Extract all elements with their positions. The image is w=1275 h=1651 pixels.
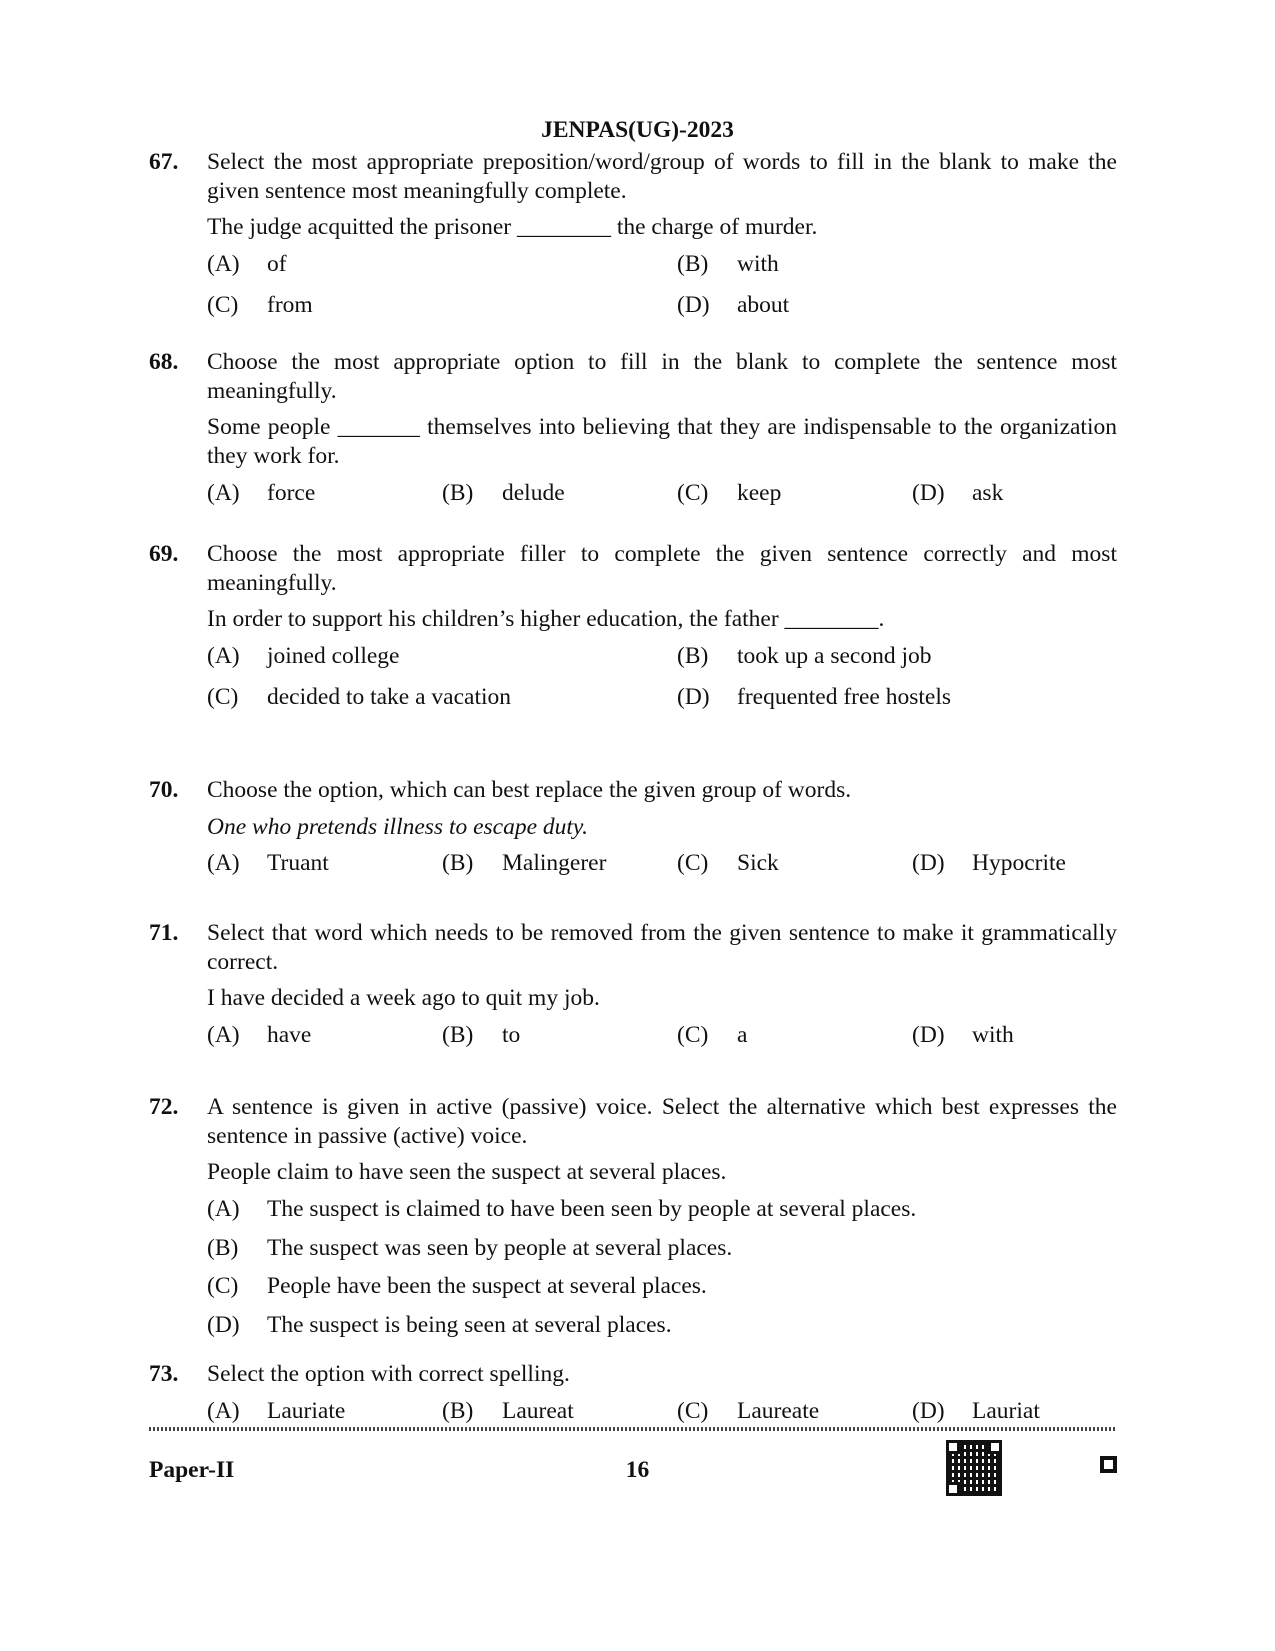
- question-73: [149, 1360, 1117, 1425]
- option-b[interactable]: [207, 1234, 1117, 1263]
- option-text: a: [737, 1021, 748, 1048]
- question-number: 70.: [149, 777, 179, 803]
- question-71: [149, 919, 1117, 1050]
- option-text: Laureat: [502, 1397, 574, 1424]
- question-text: Select that word which needs to be removed from the given sentence to make it grammatically correct.: [207, 920, 1117, 975]
- question-text: Choose the most appropriate option to fill in the blank to complete the sentence most meaningfully.: [207, 349, 1117, 404]
- option-text: joined college: [267, 642, 400, 669]
- question-67: [149, 148, 1117, 319]
- option-c[interactable]: [207, 291, 677, 320]
- page-number: 16: [625, 1457, 650, 1483]
- square-marker-icon: [1100, 1456, 1117, 1473]
- question-72: [149, 1093, 1117, 1340]
- question-70: [149, 776, 1117, 878]
- question-text: Choose the most appropriate filler to complete the given sentence correctly and most meaningfully.: [207, 541, 1117, 596]
- option-d[interactable]: [207, 1311, 1117, 1340]
- question-number: 72.: [149, 1094, 179, 1120]
- question-number: 68.: [149, 349, 179, 375]
- option-b[interactable]: [442, 849, 677, 878]
- question-number: 73.: [149, 1361, 179, 1387]
- option-text: of: [267, 250, 287, 277]
- option-c[interactable]: [677, 1021, 912, 1050]
- option-label: (A): [207, 1195, 240, 1222]
- option-text: Sick: [737, 850, 779, 877]
- option-text: delude: [502, 479, 565, 506]
- option-d[interactable]: [677, 291, 1117, 320]
- option-text: have: [267, 1021, 312, 1048]
- option-c[interactable]: [677, 1397, 912, 1426]
- option-text: with: [972, 1021, 1014, 1048]
- option-label: (C): [677, 850, 709, 877]
- option-label: (D): [912, 1397, 945, 1424]
- option-text: to: [502, 1021, 521, 1048]
- option-text: Malingerer: [502, 850, 607, 877]
- option-a[interactable]: [207, 1021, 442, 1050]
- option-label: (C): [207, 683, 239, 710]
- option-text: Lauriat: [972, 1397, 1040, 1424]
- option-text: Laureate: [737, 1397, 820, 1424]
- option-label: (D): [677, 683, 710, 710]
- option-label: (A): [207, 642, 240, 669]
- question-text: Select the most appropriate preposition/word/group of words to fill in the blank to make the given sentence most meaningfully complete.: [207, 149, 1117, 204]
- option-label: (C): [207, 291, 239, 318]
- option-label: (A): [207, 850, 240, 877]
- page-header-title: JENPAS(UG)-2023: [541, 117, 734, 143]
- option-text: The suspect is claimed to have been seen by people at several places.: [267, 1195, 917, 1222]
- option-label: (B): [677, 250, 709, 277]
- question-sentence: Some people _______ themselves into believing that they are indispensable to the organization they work for.: [207, 414, 1117, 469]
- option-a[interactable]: [207, 849, 442, 878]
- question-sentence: The judge acquitted the prisoner ________ the charge of murder.: [207, 214, 818, 241]
- option-b[interactable]: [442, 1021, 677, 1050]
- option-c[interactable]: [677, 849, 912, 878]
- option-text: from: [267, 291, 313, 318]
- option-d[interactable]: [912, 1397, 1132, 1426]
- option-b[interactable]: [442, 1397, 677, 1426]
- option-text: The suspect was seen by people at several places.: [267, 1234, 733, 1261]
- option-text: frequented free hostels: [737, 683, 952, 710]
- option-label: (C): [677, 1021, 709, 1048]
- option-label: (A): [207, 479, 240, 506]
- option-d[interactable]: [912, 479, 1132, 508]
- option-d[interactable]: [912, 849, 1132, 878]
- option-text: force: [267, 479, 316, 506]
- option-label: (A): [207, 1021, 240, 1048]
- option-text: about: [737, 291, 790, 318]
- option-text: with: [737, 250, 779, 277]
- option-c[interactable]: [207, 1272, 1117, 1301]
- option-label: (A): [207, 250, 240, 277]
- question-sentence: One who pretends illness to escape duty.: [207, 813, 588, 840]
- option-label: (D): [677, 291, 710, 318]
- paper-label: Paper-II: [149, 1457, 235, 1483]
- question-number: 71.: [149, 920, 179, 946]
- question-number: 67.: [149, 149, 179, 175]
- option-a[interactable]: [207, 1397, 442, 1426]
- question-69: [149, 540, 1117, 711]
- option-label: (C): [677, 479, 709, 506]
- option-label: (B): [442, 1397, 474, 1424]
- question-text: Select the option with correct spelling.: [207, 1361, 570, 1387]
- option-label: (A): [207, 1397, 240, 1424]
- option-label: (D): [912, 850, 945, 877]
- option-text: ask: [972, 479, 1004, 506]
- confidential-dotted-rule: [149, 1427, 1117, 1431]
- option-c[interactable]: [207, 683, 677, 712]
- option-b[interactable]: [677, 250, 1117, 279]
- option-label: (D): [207, 1311, 240, 1338]
- question-sentence: In order to support his children’s higher education, the father ________.: [207, 606, 885, 633]
- option-text: keep: [737, 479, 782, 506]
- option-d[interactable]: [677, 683, 1117, 712]
- option-label: (B): [442, 850, 474, 877]
- qr-code-icon: [946, 1440, 1002, 1496]
- question-sentence: People claim to have seen the suspect at several places.: [207, 1159, 727, 1186]
- question-68: [149, 348, 1117, 507]
- option-text: People have been the suspect at several places.: [267, 1273, 707, 1300]
- question-text: A sentence is given in active (passive) voice. Select the alternative which best expresses the sentence in passive (active) voice.: [207, 1094, 1117, 1149]
- option-label: (C): [207, 1273, 239, 1300]
- question-sentence: I have decided a week ago to quit my job.: [207, 985, 600, 1012]
- option-a[interactable]: [207, 479, 442, 508]
- option-text: took up a second job: [737, 642, 932, 669]
- option-label: (B): [442, 1021, 474, 1048]
- question-number: 69.: [149, 541, 179, 567]
- option-text: Hypocrite: [972, 850, 1066, 877]
- option-a[interactable]: [207, 1195, 1117, 1224]
- question-text: Choose the option, which can best replace the given group of words.: [207, 777, 852, 803]
- option-b[interactable]: [677, 642, 1117, 671]
- option-label: (B): [677, 642, 709, 669]
- option-label: (C): [677, 1397, 709, 1424]
- option-text: decided to take a vacation: [267, 683, 512, 710]
- option-a[interactable]: [207, 642, 677, 671]
- option-d[interactable]: [912, 1021, 1132, 1050]
- option-text: The suspect is being seen at several places.: [267, 1311, 672, 1338]
- option-label: (B): [207, 1234, 239, 1261]
- option-c[interactable]: [677, 479, 912, 508]
- option-label: (D): [912, 479, 945, 506]
- option-label: (D): [912, 1021, 945, 1048]
- option-text: Lauriate: [267, 1397, 346, 1424]
- option-text: Truant: [267, 850, 329, 877]
- option-b[interactable]: [442, 479, 677, 508]
- option-label: (B): [442, 479, 474, 506]
- option-a[interactable]: [207, 250, 677, 279]
